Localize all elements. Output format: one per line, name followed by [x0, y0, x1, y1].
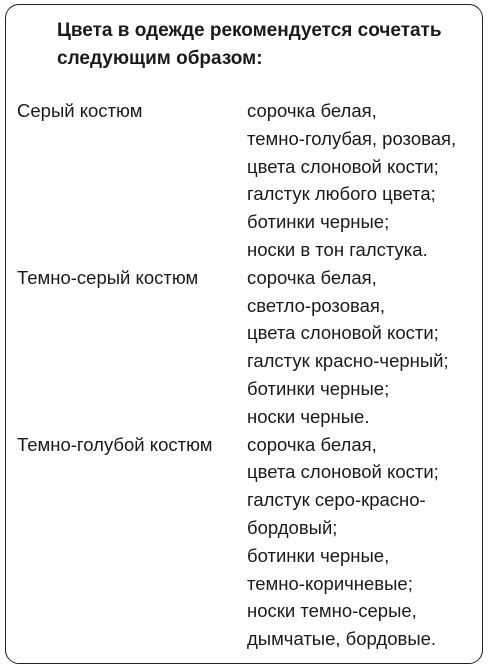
recommendation-line: темно-коричневые; [247, 572, 413, 594]
recommendation-line: сорочка белая, [247, 100, 377, 121]
suit-row-dark-grey [17, 264, 477, 431]
recommendation-line: ботинки черные; [247, 211, 390, 233]
recommendation-line: светло-розовая, [247, 294, 386, 316]
suit-name: Серый костюм [17, 100, 143, 121]
recommendation-line: цвета слоновой кости; [247, 322, 439, 344]
suit-recommendations [247, 264, 477, 431]
recommendation-line: дымчатые, бордовые. [247, 628, 437, 650]
recommendation-line: носки в тон галстука. [247, 238, 428, 260]
recommendation-line: ботинки черные, [247, 544, 390, 566]
recommendation-line: ботинки черные; [247, 377, 390, 399]
recommendation-line: сорочка белая, [247, 433, 377, 455]
suit-name: Темно-голубой костюм [17, 433, 213, 455]
recommendation-line: носки темно-серые, [247, 600, 417, 622]
suit-recommendations [247, 431, 477, 653]
box-heading [57, 17, 477, 73]
suit-recommendations [247, 97, 477, 264]
recommendation-line: цвета слоновой кости; [247, 461, 439, 483]
recommendation-line: носки черные. [247, 405, 370, 427]
suit-combinations [17, 97, 477, 653]
heading-line: следующим образом: [57, 48, 263, 69]
recommendation-line: галстук серо-красно- [247, 489, 426, 511]
recommendation-line: бордовый; [247, 516, 338, 538]
recommendation-line: галстук красно-черный; [247, 350, 449, 372]
heading-line: Цвета в одежде рекомендуется сочетать [57, 20, 442, 41]
suit-row-grey [17, 97, 477, 264]
recommendation-line: галстук любого цвета; [247, 183, 436, 205]
suit-row-dark-blue [17, 431, 477, 653]
recommendation-line: сорочка белая, [247, 266, 377, 288]
recommendation-line: темно-голубая, розовая, [247, 127, 457, 149]
recommendation-line: цвета слоновой кости; [247, 155, 439, 177]
suit-name: Темно-серый костюм [17, 266, 199, 288]
